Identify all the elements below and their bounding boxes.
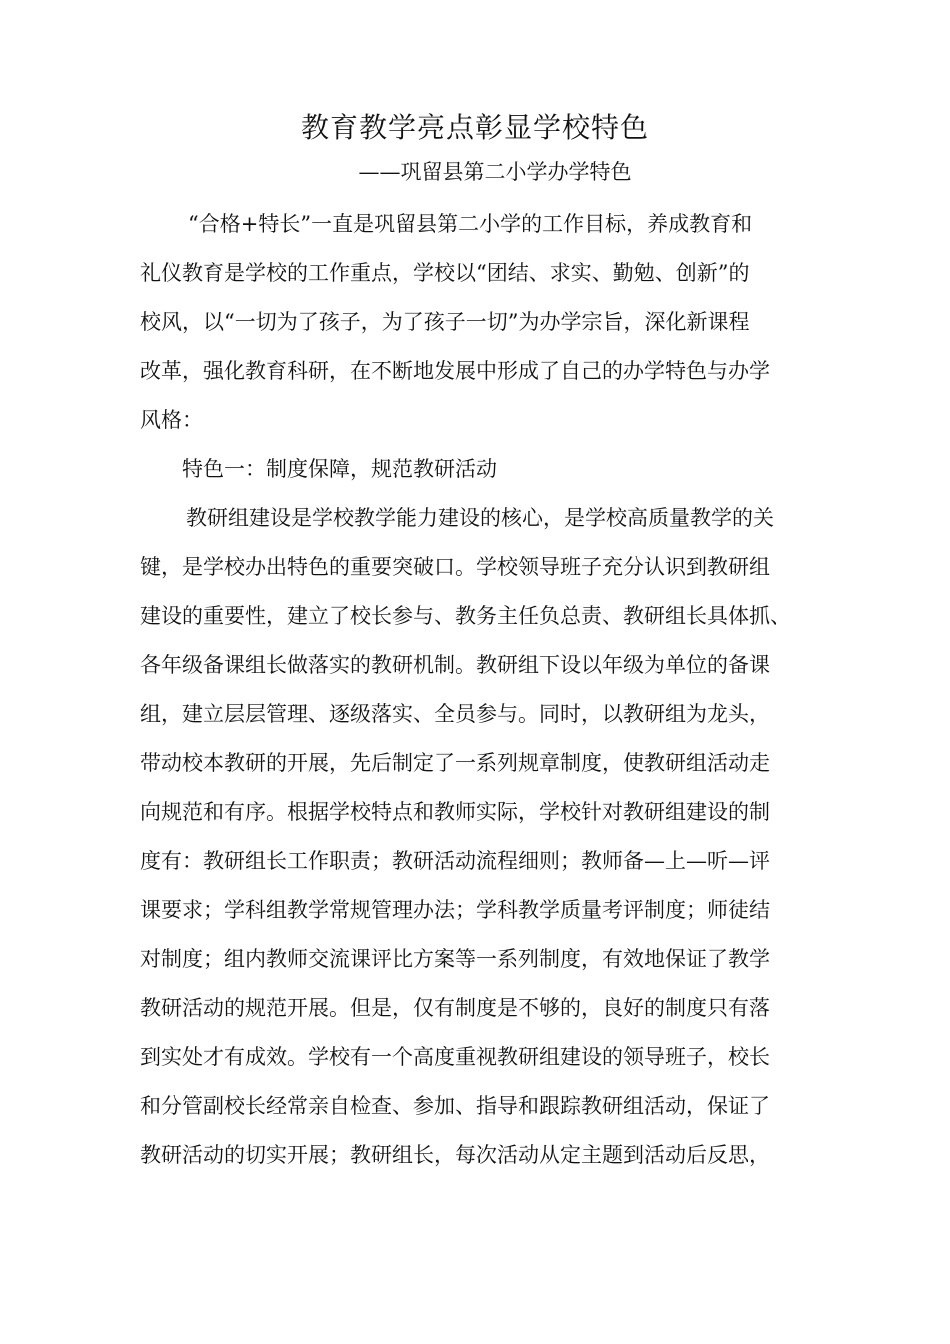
paragraph-line: 教研活动的切实开展；教研组长，每次活动从定主题到活动后反思， xyxy=(140,1143,770,1167)
document-title: 教育教学亮点彰显学校特色 xyxy=(300,111,649,144)
paragraph-line: 校风，以“一切为了孩子，为了孩子一切”为办学宗旨，深化新课程 xyxy=(140,310,750,334)
paragraph-line: 度有：教研组长工作职责；教研活动流程细则；教师备—上—听—评 xyxy=(140,849,770,873)
paragraph-line: 改革，强化教育科研，在不断地发展中形成了自己的办学特色与办学 xyxy=(140,359,770,383)
paragraph-line: 各年级备课组长做落实的教研机制。教研组下设以年级为单位的备课 xyxy=(140,653,770,677)
paragraph-line: “合格+特长”一直是巩留县第二小学的工作目标，养成教育和 xyxy=(188,212,753,236)
paragraph-line: 键，是学校办出特色的重要突破口。学校领导班子充分认识到教研组 xyxy=(140,555,770,579)
paragraph-line: 教研组建设是学校教学能力建设的核心，是学校高质量教学的关 xyxy=(186,506,774,530)
paragraph-line: 建设的重要性，建立了校长参与、教务主任负总责、教研组长具体抓、 xyxy=(140,604,791,628)
paragraph-line: 风格： xyxy=(140,408,203,432)
paragraph-line: 礼仪教育是学校的工作重点，学校以“团结、求实、勤勉、创新”的 xyxy=(140,261,750,285)
paragraph-line: 课要求；学科组教学常规管理办法；学科教学质量考评制度；师徒结 xyxy=(140,898,770,922)
paragraph-line: 到实处才有成效。学校有一个高度重视教研组建设的领导班子，校长 xyxy=(140,1045,770,1069)
paragraph-line: 带动校本教研的开展，先后制定了一系列规章制度，使教研组活动走 xyxy=(140,751,770,775)
paragraph-line: 对制度；组内教师交流课评比方案等一系列制度，有效地保证了教学 xyxy=(140,947,770,971)
paragraph-line: 教研活动的规范开展。但是，仅有制度是不够的，良好的制度只有落 xyxy=(140,996,770,1020)
paragraph-line: 组，建立层层管理、逐级落实、全员参与。同时，以教研组为龙头， xyxy=(140,702,770,726)
document-subtitle: ——巩留县第二小学办学特色 xyxy=(358,160,632,184)
section-heading: 特色一：制度保障，规范教研活动 xyxy=(182,457,497,481)
paragraph-line: 向规范和有序。根据学校特点和教师实际，学校针对教研组建设的制 xyxy=(140,800,770,824)
paragraph-line: 和分管副校长经常亲自检查、参加、指导和跟踪教研组活动，保证了 xyxy=(140,1094,770,1118)
